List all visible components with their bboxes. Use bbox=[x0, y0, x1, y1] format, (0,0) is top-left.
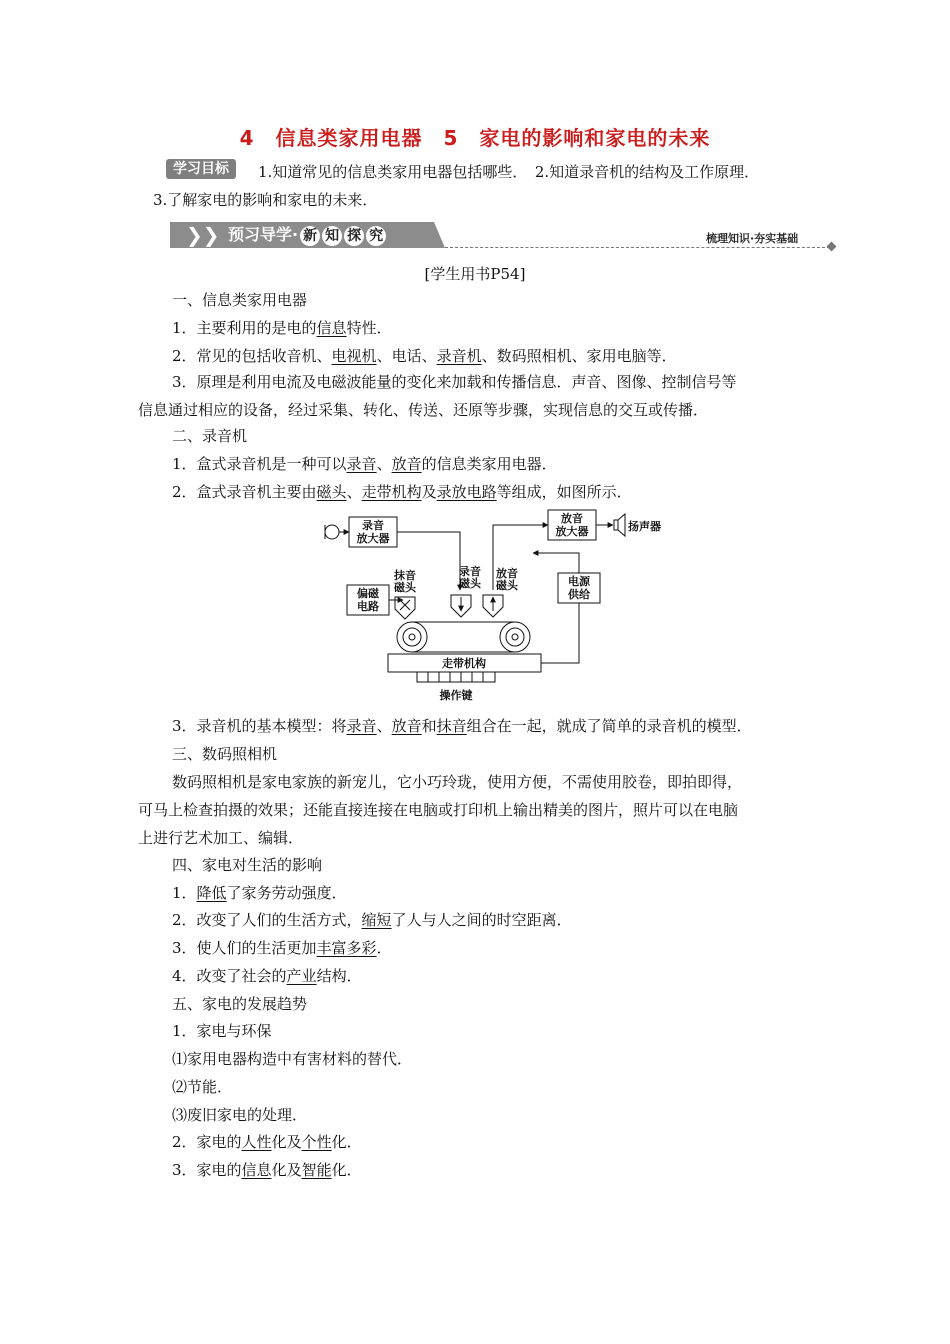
banner-char: 知 bbox=[322, 226, 342, 246]
paragraph: 4．改变了社会的产业结构． bbox=[172, 967, 362, 985]
label-bias-circuit: 电路 bbox=[357, 600, 379, 613]
banner-char: 新 bbox=[300, 226, 320, 246]
answer-blank: 录音机 bbox=[436, 347, 482, 365]
right-reel bbox=[500, 622, 530, 652]
objectives-line-1: 1.知道常见的信息类家用电器包括哪些． 2.知道录音机的结构及工作原理． bbox=[258, 163, 760, 181]
section-heading: 四、家电对生活的影响 bbox=[172, 856, 323, 874]
label-playback-amp: 放音 bbox=[561, 512, 583, 525]
label-power-supply: 供给 bbox=[568, 588, 590, 601]
answer-blank: 抹音 bbox=[436, 717, 467, 735]
banner-subtitle: 梳理知识·夯实基础 bbox=[706, 232, 799, 245]
label-playback-head: 放音 bbox=[496, 567, 518, 580]
label-record-amp: 录音 bbox=[362, 519, 384, 532]
paragraph: 数码照相机是家电家族的新宠儿，它小巧玲珑，使用方便，不需使用胶卷，即拍即得， bbox=[172, 773, 743, 791]
paragraph: 1．盒式录音机是一种可以录音、放音的信息类家用电器． bbox=[172, 455, 557, 473]
label-speaker: 扬声器 bbox=[628, 520, 661, 533]
paragraph-continuation: 信息通过相应的设备，经过采集、转化、传送、还原等步骤，实现信息的交互或传播． bbox=[138, 401, 709, 419]
paragraph: 3．家电的信息化及智能化． bbox=[172, 1161, 362, 1179]
double-chevron-icon: ❯❯ bbox=[186, 223, 220, 247]
label-erase-head: 抹音 bbox=[394, 569, 416, 582]
answer-blank: 录放电路 bbox=[436, 483, 497, 501]
banner-title bbox=[228, 225, 386, 246]
list-item: ⑵节能． bbox=[172, 1078, 233, 1096]
label-tape-transport: 走带机构 bbox=[442, 657, 486, 670]
answer-blank: 人性 bbox=[241, 1133, 272, 1151]
label-record-amp: 放大器 bbox=[356, 532, 390, 545]
microphone-icon bbox=[325, 525, 339, 539]
label-operation-keys: 操作键 bbox=[439, 689, 473, 702]
book-reference: [学生用书P54] bbox=[424, 265, 526, 283]
answer-blank: 丰富多彩 bbox=[316, 939, 377, 957]
section-heading: 五、家电的发展趋势 bbox=[172, 995, 308, 1013]
section-heading: 一、信息类家用电器 bbox=[172, 291, 308, 309]
label-record-head: 磁头 bbox=[459, 577, 481, 590]
answer-blank: 缩短 bbox=[361, 911, 392, 929]
answer-blank: 个性 bbox=[301, 1133, 332, 1151]
section-heading: 三、数码照相机 bbox=[172, 745, 278, 763]
paragraph-continuation: 可马上检查拍摄的效果；还能直接连接在电脑或打印机上输出精美的图片，照片可以在电脑 bbox=[138, 801, 739, 819]
banner-title-prefix: 预习导学· bbox=[228, 225, 299, 244]
answer-blank: 放音 bbox=[391, 455, 422, 473]
paragraph: 1．降低了家务劳动强度． bbox=[172, 884, 347, 902]
paragraph-continuation: 上进行艺术加工、编辑． bbox=[138, 829, 304, 847]
answer-blank: 放音 bbox=[391, 717, 422, 735]
objectives-line-2: 3.了解家电的影响和家电的未来． bbox=[153, 191, 378, 209]
left-reel bbox=[397, 622, 427, 652]
label-playback-amp: 放大器 bbox=[555, 525, 589, 538]
answer-blank: 磁头 bbox=[316, 483, 347, 501]
banner-char: 探 bbox=[344, 226, 364, 246]
answer-blank: 产业 bbox=[286, 967, 317, 985]
list-item: ⑶废旧家电的处理． bbox=[172, 1106, 308, 1124]
label-record-head: 录音 bbox=[459, 565, 481, 578]
paragraph: 2．盒式录音机主要由磁头、走带机构及录放电路等组成，如图所示． bbox=[172, 483, 632, 501]
tape-recorder-diagram bbox=[315, 505, 661, 705]
label-erase-head: 磁头 bbox=[394, 581, 416, 594]
label-bias-circuit: 偏磁 bbox=[357, 587, 379, 600]
label-power-supply: 电源 bbox=[568, 575, 590, 588]
answer-blank: 电视机 bbox=[331, 347, 377, 365]
banner-char: 究 bbox=[366, 226, 386, 246]
paragraph: 3．原理是利用电流及电磁波能量的变化来加载和传播信息．声音、图像、控制信号等 bbox=[172, 373, 737, 391]
banner-dashed-line bbox=[445, 247, 830, 248]
paragraph: 1．家电与环保 bbox=[172, 1022, 272, 1040]
answer-blank: 信息 bbox=[241, 1161, 272, 1179]
section-banner bbox=[170, 222, 840, 252]
list-item: ⑴家用电器构造中有害材料的替代． bbox=[172, 1050, 413, 1068]
answer-blank: 录音 bbox=[346, 717, 377, 735]
answer-blank: 走带机构 bbox=[361, 483, 422, 501]
paragraph: 2．家电的人性化及个性化． bbox=[172, 1133, 362, 1151]
answer-blank: 降低 bbox=[196, 884, 227, 902]
paragraph: 3．使人们的生活更加丰富多彩． bbox=[172, 939, 392, 957]
section-heading: 二、录音机 bbox=[172, 427, 248, 445]
paragraph: 2．常见的包括收音机、电视机、电话、录音机、数码照相机、家用电脑等． bbox=[172, 347, 677, 365]
answer-blank: 智能 bbox=[301, 1161, 332, 1179]
page-title: 4 信息类家用电器 5 家电的影响和家电的未来 bbox=[239, 126, 711, 150]
paragraph: 1．主要利用的是电的信息特性． bbox=[172, 319, 392, 337]
diamond-icon bbox=[827, 242, 837, 252]
answer-blank: 录音 bbox=[346, 455, 377, 473]
speaker-icon bbox=[614, 520, 618, 530]
label-playback-head: 磁头 bbox=[496, 579, 518, 592]
answer-blank: 信息 bbox=[316, 319, 347, 337]
objectives-badge: 学习目标 bbox=[166, 159, 236, 179]
paragraph: 2．改变了人们的生活方式，缩短了人与人之间的时空距离． bbox=[172, 911, 572, 929]
paragraph: 3．录音机的基本模型：将录音、放音和抹音组合在一起，就成了简单的录音机的模型． bbox=[172, 717, 752, 735]
